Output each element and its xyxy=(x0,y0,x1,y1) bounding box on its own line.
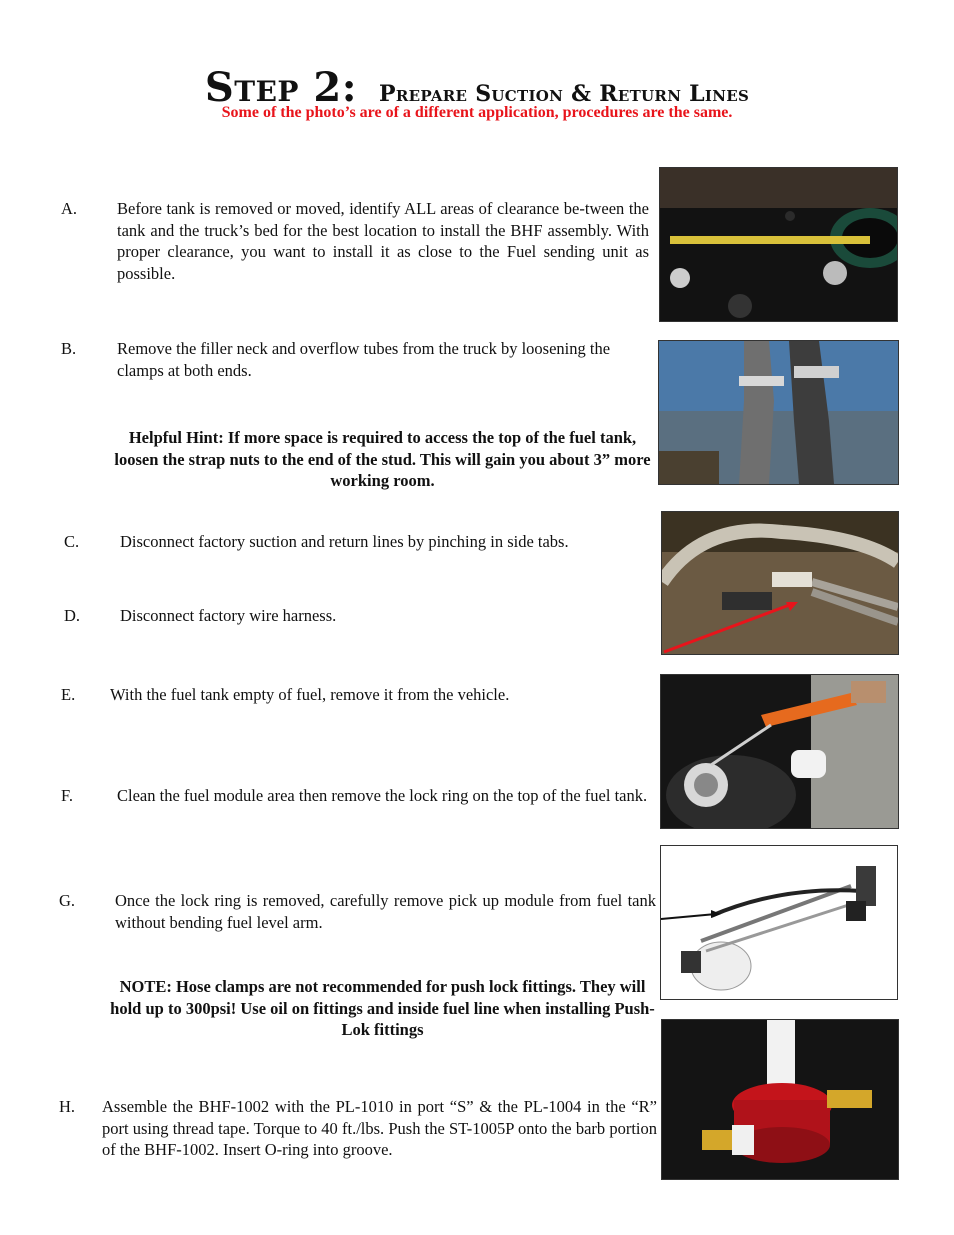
step-c-letter: C. xyxy=(64,532,80,551)
step-g-text: Once the lock ring is removed, carefully remove pick up module from fuel tank without bending fuel level arm. xyxy=(115,891,656,932)
step-d-letter: D. xyxy=(64,606,81,625)
step-d-text: Disconnect factory wire harness. xyxy=(120,606,337,625)
step-f-letter: F. xyxy=(61,786,73,805)
step-c-text: Disconnect factory suction and return lines by pinching in side tabs. xyxy=(120,532,569,551)
photo-suction-return-lines xyxy=(661,511,899,655)
step-b-text: Remove the filler neck and overflow tubes from the truck by loosening the clamps at both ends. xyxy=(117,339,611,380)
step-h-letter: H. xyxy=(59,1097,76,1116)
step-g-letter: G. xyxy=(59,891,76,910)
photo-lock-ring-removal xyxy=(660,674,899,829)
title-step: Step 2: xyxy=(204,64,357,111)
note-hint: NOTE: Hose clamps are not recommended for push lock fittings. They will hold up to 300psi! Use oil on fittings and inside fuel line when installing Push-Lok fittings xyxy=(110,977,655,1039)
step-a-letter: A. xyxy=(61,199,78,218)
step-h-text: Assemble the BHF-1002 with the PL-1010 in port “S” & the PL-1004 in the “R” port using thread tape. Torque to 40 ft./lbs. Push the ST-1005P onto the barb portion of the BHF-1002. Insert O-ring into groove. xyxy=(102,1097,657,1159)
step-e-letter: E. xyxy=(61,685,76,704)
page-subtitle: Some of the photo’s are of a different application, procedures are the same. xyxy=(221,104,733,121)
photo-bhf-assembly xyxy=(661,1019,899,1180)
photo-tank-measuring-tape xyxy=(659,167,898,322)
step-e-text: With the fuel tank empty of fuel, remove it from the vehicle. xyxy=(110,685,510,704)
step-f-text: Clean the fuel module area then remove the lock ring on the top of the fuel tank. xyxy=(117,786,648,805)
title-text: Prepare Suction & Return Lines xyxy=(379,81,750,107)
photo-filler-neck-tubes xyxy=(658,340,899,485)
helpful-hint: Helpful Hint: If more space is required to access the top of the fuel tank, loosen the strap nuts to the end of the stud. This will gain you about 3” more working room. xyxy=(114,428,651,490)
step-b-letter: B. xyxy=(61,339,77,358)
step-a-text: Before tank is removed or moved, identify ALL areas of clearance be-tween the tank and the truck’s bed for the best location to install the BHF assembly. With proper clearance, you want to install it as close to the Fuel sending unit as possible. xyxy=(117,199,649,283)
photo-pickup-module xyxy=(660,845,898,1000)
